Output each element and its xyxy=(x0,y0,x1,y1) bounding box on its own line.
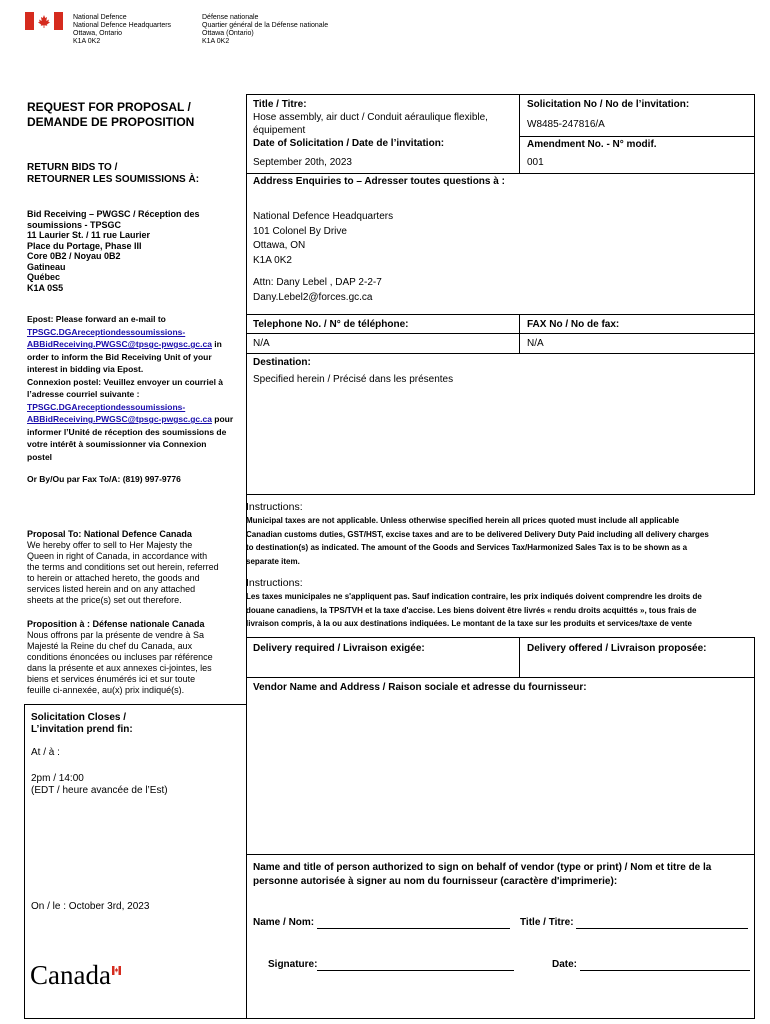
connexion-line: postel xyxy=(27,451,53,462)
date-input-line[interactable] xyxy=(580,960,750,971)
connexion-line: votre intérêt à soumissionner via Connexion xyxy=(27,439,207,449)
at-label: At / à : xyxy=(31,747,60,758)
proposal-en-line: Queen in right of Canada, in accordance with xyxy=(27,551,208,561)
wordmark-flag-icon xyxy=(112,966,121,975)
header-en xyxy=(73,14,171,46)
instructions-fr-title: Instructions: xyxy=(246,577,303,589)
telephone-value: N/A xyxy=(253,338,270,349)
delivery-required-label: Delivery required / Livraison exigée: xyxy=(253,643,425,654)
right-right-border-top xyxy=(754,94,755,494)
request-title xyxy=(27,100,194,130)
date-field[interactable] xyxy=(552,958,750,971)
closing-time xyxy=(31,773,168,797)
connexion-after: pour xyxy=(211,414,234,424)
header-en-line: Ottawa, Ontario xyxy=(73,30,123,37)
destination-label: Destination: xyxy=(253,357,311,368)
instructions-en-line: Municipal taxes are not applicable. Unless otherwise specified herein all prices quoted must include all applicable xyxy=(246,516,680,525)
instructions-fr xyxy=(246,590,754,631)
header-en-line: National Defence xyxy=(73,14,127,21)
enquiries-address-line: Ottawa, ON xyxy=(253,240,306,251)
solicitation-number-label: Solicitation No / No de l’invitation: xyxy=(527,99,690,110)
address-line: Place du Portage, Phase III xyxy=(27,240,142,251)
solicitation-number-value: W8485-247816/A xyxy=(527,119,605,130)
proposal-fr-line: conditions énoncées ou incluses par référence xyxy=(27,652,213,662)
title-value-line2: équipement xyxy=(253,125,306,136)
fax-bid-number: Or By/Ou par Fax To/A: (819) 997-9776 xyxy=(27,474,181,484)
canada-flag-icon xyxy=(25,12,63,30)
divider-delivery-top xyxy=(246,637,755,638)
proposal-en-line: sheets at the price(s) set out therefore. xyxy=(27,595,182,605)
divider-phone-top xyxy=(246,314,755,315)
enquiries-address xyxy=(253,210,393,268)
proposal-en-line: We hereby offer to sell to Her Majesty the xyxy=(27,540,193,550)
date-sig-label: Date: xyxy=(552,959,578,970)
return-bids-line1: RETURN BIDS TO / xyxy=(27,162,118,173)
request-title-line1: REQUEST FOR PROPOSAL / xyxy=(27,100,191,114)
header-fr-line: Ottawa (Ontario) xyxy=(202,30,254,37)
header-en-line: National Defence Headquarters xyxy=(73,22,172,29)
epost-email-link-part1[interactable]: TPSGC.DGAreceptiondessoumissions- xyxy=(27,326,186,337)
instructions-fr-line: livraison compris, à la ou aux destinations indiquées. Le montant de la taxe sur les produits et services/taxe de vente xyxy=(246,619,692,628)
proposal-en-title: Proposal To: National Defence Canada xyxy=(27,529,192,539)
closing-date: On / le : October 3rd, 2023 xyxy=(31,901,150,912)
signature-input-line[interactable] xyxy=(317,960,514,971)
epost-line: order to inform the Bid Receiving Unit of your xyxy=(27,351,212,362)
epost-instructions xyxy=(27,313,239,463)
enquiries-address-line: K1A 0K2 xyxy=(253,254,292,266)
enquiries-label: Address Enquiries to – Adresser toutes questions à : xyxy=(253,176,505,187)
enquiries-address-line: National Defence Headquarters xyxy=(253,211,394,222)
divider-signer-top xyxy=(246,854,755,855)
header-fr-line: Quartier général de la Défense nationale xyxy=(202,22,329,29)
instructions-en xyxy=(246,514,754,568)
solicitation-closes-label xyxy=(31,712,133,736)
signature-field[interactable] xyxy=(268,958,514,971)
epost-email-link-part2[interactable]: ABBidReceiving.PWGSC@tpsgc-pwgsc.gc.ca xyxy=(27,339,212,349)
proposal-en xyxy=(27,529,239,606)
closes-line1: Solicitation Closes / xyxy=(31,712,127,723)
table-top-border xyxy=(246,94,755,95)
canada-wordmark-logo xyxy=(30,960,111,991)
name-input-line[interactable] xyxy=(317,918,510,929)
title-value-line1: Hose assembly, air duct / Conduit aéraulique flexible, xyxy=(253,112,488,123)
contact-email[interactable]: Dany.Lebel2@forces.gc.ca xyxy=(253,292,373,303)
authorized-signer-label xyxy=(253,861,711,889)
canada-wordmark-text: Canada xyxy=(30,960,111,990)
address-line: Québec xyxy=(27,272,61,282)
proposal-fr-line: Nous offrons par la présente de vendre à Sa xyxy=(27,630,204,640)
header-fr xyxy=(202,14,328,46)
divider-destination-top xyxy=(246,353,755,354)
name-label: Name / Nom: xyxy=(253,917,315,928)
instructions-en-line: to destination(s) as indicated. The amount of the Goods and Services Tax/Harmonized Sales Tax is to be shown as a xyxy=(246,543,688,552)
proposal-fr-line: dans la présente et aux annexes ci-jointes, les xyxy=(27,663,212,673)
title-input-line[interactable] xyxy=(576,918,748,929)
request-title-line2: DEMANDE DE PROPOSITION xyxy=(27,115,195,129)
telephone-label: Telephone No. / N° de téléphone: xyxy=(253,319,409,330)
epost-line: l’adresse courriel suivante : xyxy=(27,389,140,399)
divider-solnum xyxy=(519,136,755,137)
divider-phone-mid xyxy=(246,333,755,334)
delivery-offered-label: Delivery offered / Livraison proposée: xyxy=(527,643,707,654)
proposal-fr xyxy=(27,619,239,696)
authorized-signer-line2: personne autorisée à signer au nom du fournisseur (caractère d'imprimerie): xyxy=(253,876,618,887)
header-en-line: K1A 0K2 xyxy=(73,38,101,45)
address-line: 11 Laurier St. / 11 rue Laurier xyxy=(27,230,151,240)
epost-after: in xyxy=(211,339,222,349)
fax-value: N/A xyxy=(527,338,544,349)
destination-value: Specified herein / Précisé dans les présentes xyxy=(253,374,454,385)
proposal-fr-line: biens et services énumérés ici et sur toute xyxy=(27,674,196,684)
instructions-en-line: separate item. xyxy=(246,556,300,566)
divider-instructions xyxy=(246,494,755,495)
header-fr-line: K1A 0K2 xyxy=(202,38,230,45)
return-bids-label xyxy=(27,162,199,186)
address-line: Bid Receiving – PWGSC / Réception des xyxy=(27,209,200,219)
vendor-name-address-label: Vendor Name and Address / Raison sociale et adresse du fournisseur: xyxy=(253,682,587,693)
authorized-signer-line1: Name and title of person authorized to sign on behalf of vendor (type or print) / Nom et titre de la xyxy=(253,862,712,873)
proposal-en-line: services listed herein and on any attached xyxy=(27,584,196,594)
divider-title-solnum xyxy=(519,94,520,173)
instructions-fr-line: douane canadiens, la TPS/TVH et la taxe d'accise. Les biens doivent être livrés « rendu droits acquittés », tous frais de xyxy=(246,605,697,615)
instructions-en-title: Instructions: xyxy=(246,501,303,513)
amendment-number-value: 001 xyxy=(527,157,544,168)
right-right-border-bottom xyxy=(754,637,755,1019)
closing-time-line1: 2pm / 14:00 xyxy=(31,773,84,784)
proposal-fr-title: Proposition à : Défense nationale Canada xyxy=(27,619,205,629)
divider-vendor-top xyxy=(246,677,755,678)
signature-label: Signature: xyxy=(268,959,318,970)
enquiries-address-line: 101 Colonel By Drive xyxy=(253,225,347,237)
attention-contact: Attn: Dany Lebel , DAP 2-2-7 xyxy=(253,277,382,288)
address-line: soumissions - TPSGC xyxy=(27,219,122,230)
title-sig-label: Title / Titre: xyxy=(520,917,574,928)
closing-time-line2: (EDT / heure avancée de l’Est) xyxy=(31,785,168,796)
amendment-number-label: Amendment No. - N° modif. xyxy=(527,139,657,150)
title-label: Title / Titre: xyxy=(253,99,307,110)
address-line: Gatineau xyxy=(27,261,66,272)
epost-line: interest in bidding via Epost. xyxy=(27,364,144,374)
header-fr-line: Défense nationale xyxy=(202,14,259,21)
epost-line: Connexion postel: Veuillez envoyer un courriel à xyxy=(27,376,224,387)
bid-receiving-address xyxy=(27,209,200,293)
divider-date xyxy=(246,173,755,174)
divider-delivery xyxy=(519,637,520,677)
title-field[interactable] xyxy=(520,916,748,929)
proposal-en-line: to herein or attached hereto, the goods and xyxy=(27,573,200,583)
connexion-email-link-part1[interactable]: TPSGC.DGAreceptiondessoumissions- xyxy=(27,401,186,412)
name-field[interactable] xyxy=(253,916,510,929)
return-bids-line2: RETOURNER LES SOUMISSIONS À: xyxy=(27,174,200,185)
proposal-fr-line: feuille ci-annexée, au(x) prix indiqué(s). xyxy=(27,685,185,695)
closes-line2: L’invitation prend fin: xyxy=(31,724,133,735)
connexion-email-link-part2[interactable]: ABBidReceiving.PWGSC@tpsgc-pwgsc.gc.ca xyxy=(27,414,212,424)
proposal-fr-line: Majesté la Reine du chef du Canada, aux xyxy=(27,641,193,651)
connexion-line: informer l’Unité de réception des soumissions de xyxy=(27,426,227,437)
proposal-en-line: the terms and conditions set out herein, referred xyxy=(27,562,219,572)
instructions-en-line: Canadian customs duties, GST/HST, excise taxes and are to be delivered Delivery Duty Paid including all delivery charges xyxy=(246,529,709,539)
instructions-fr-line: Les taxes municipales ne s'appliquent pas. Sauf indication contraire, les prix indiqués doivent comprendre les droits de xyxy=(246,592,702,601)
epost-intro: Epost: Please forward an e-mail to xyxy=(27,314,166,324)
address-line: K1A 0S5 xyxy=(27,282,64,293)
address-line: Core 0B2 / Noyau 0B2 xyxy=(27,251,121,261)
date-of-solicitation-label: Date of Solicitation / Date de l’invitation: xyxy=(253,138,445,149)
date-of-solicitation-value: September 20th, 2023 xyxy=(253,157,352,168)
table-bottom-border xyxy=(246,1018,755,1019)
fax-label: FAX No / No de fax: xyxy=(527,319,620,330)
